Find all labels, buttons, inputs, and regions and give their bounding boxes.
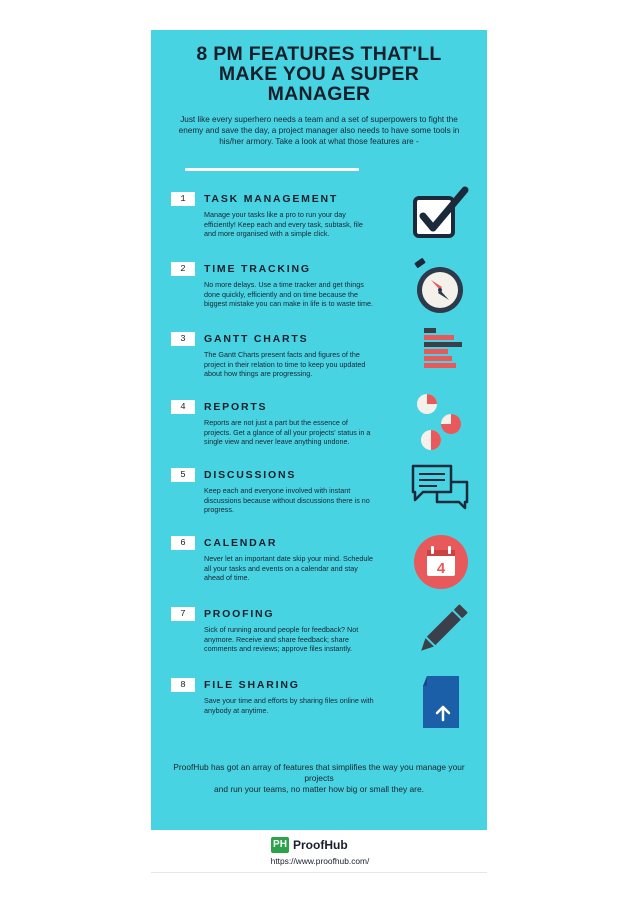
file-upload-icon — [409, 672, 469, 732]
chat-bubbles-icon — [409, 462, 469, 522]
title-line-2: MAKE YOU A SUPER — [218, 63, 420, 85]
brand-url-link[interactable]: https://www.proofhub.com/ — [270, 856, 370, 866]
feature-description: No more delays. Use a time tracker and get things done quickly, efficiently and on time because the biggest mistake you can make in life is to waste time. — [204, 280, 373, 309]
feature-gantt-charts — [151, 332, 487, 392]
pie-charts-icon — [409, 394, 469, 454]
feature-title: TASK MANAGEMENT — [204, 193, 339, 205]
brand-name: ProofHub — [293, 838, 348, 852]
feature-number: 4 — [171, 400, 195, 414]
feature-task-management — [151, 192, 487, 252]
closing-paragraph — [171, 762, 467, 795]
feature-proofing — [151, 607, 487, 667]
feature-number: 3 — [171, 332, 195, 346]
gantt-chart-icon — [409, 326, 469, 386]
feature-number: 8 — [171, 678, 195, 692]
feature-title: CALENDAR — [204, 537, 278, 549]
pencil-icon — [409, 601, 469, 661]
feature-time-tracking — [151, 262, 487, 322]
feature-discussions — [151, 468, 487, 528]
feature-description: Sick of running around people for feedback? Not anymore. Receive and share feedback; share comments and reviews; approve files instantly. — [204, 625, 359, 654]
page-title — [151, 44, 487, 104]
feature-reports — [151, 400, 487, 460]
feature-title: DISCUSSIONS — [204, 469, 297, 481]
closing-line-2: and run your teams, no matter how big or small they are. — [214, 784, 424, 794]
feature-description: Reports are not just a part but the essence of projects. Get a glance of all your projects' status in a single view and never leave anything undone. — [204, 418, 371, 447]
feature-title: REPORTS — [204, 401, 268, 413]
title-line-3: MANAGER — [267, 83, 371, 105]
feature-number: 5 — [171, 468, 195, 482]
brand-logo[interactable] — [271, 836, 348, 854]
feature-title: GANTT CHARTS — [204, 333, 309, 345]
closing-line-1: ProofHub has got an array of features that simplifies the way you manage your projects — [173, 762, 465, 783]
feature-title: FILE SHARING — [204, 679, 300, 691]
feature-description: Never let an important date skip your mind. Schedule all your tasks and events on a calendar and stay ahead of time. — [204, 554, 373, 583]
feature-title: TIME TRACKING — [204, 263, 311, 275]
divider — [185, 168, 359, 171]
feature-file-sharing — [151, 678, 487, 738]
feature-title: PROOFING — [204, 608, 275, 620]
feature-calendar — [151, 536, 487, 596]
checkbox-icon — [409, 186, 469, 246]
feature-description: Save your time and efforts by sharing files online with anybody at anytime. — [204, 696, 374, 715]
stopwatch-icon — [409, 256, 469, 316]
feature-number: 2 — [171, 262, 195, 276]
brand-mark: PH — [271, 837, 289, 853]
infographic-poster — [151, 30, 487, 830]
feature-number: 6 — [171, 536, 195, 550]
feature-description: The Gantt Charts present facts and figures of the project in their relation to time to keep you updated about how things are progressing. — [204, 350, 366, 379]
feature-description: Keep each and everyone involved with instant discussions because without discussions there is no progress. — [204, 486, 370, 515]
intro-paragraph: Just like every superhero needs a team and a set of superpowers to fight the enemy and save the day, a project manager also needs to have some tools in his/her armory. Take a look at what those features are - — [178, 115, 460, 146]
feature-number: 1 — [171, 192, 195, 206]
title-line-1: 8 PM FEATURES THAT'LL — [196, 43, 442, 65]
calendar-day-label: 4 — [436, 560, 446, 577]
calendar-icon — [409, 530, 469, 590]
feature-number: 7 — [171, 607, 195, 621]
bottom-divider — [151, 872, 487, 873]
feature-description: Manage your tasks like a pro to run your day efficiently! Keep each and every task, subtask, file and more organised with a simple click. — [204, 210, 363, 239]
